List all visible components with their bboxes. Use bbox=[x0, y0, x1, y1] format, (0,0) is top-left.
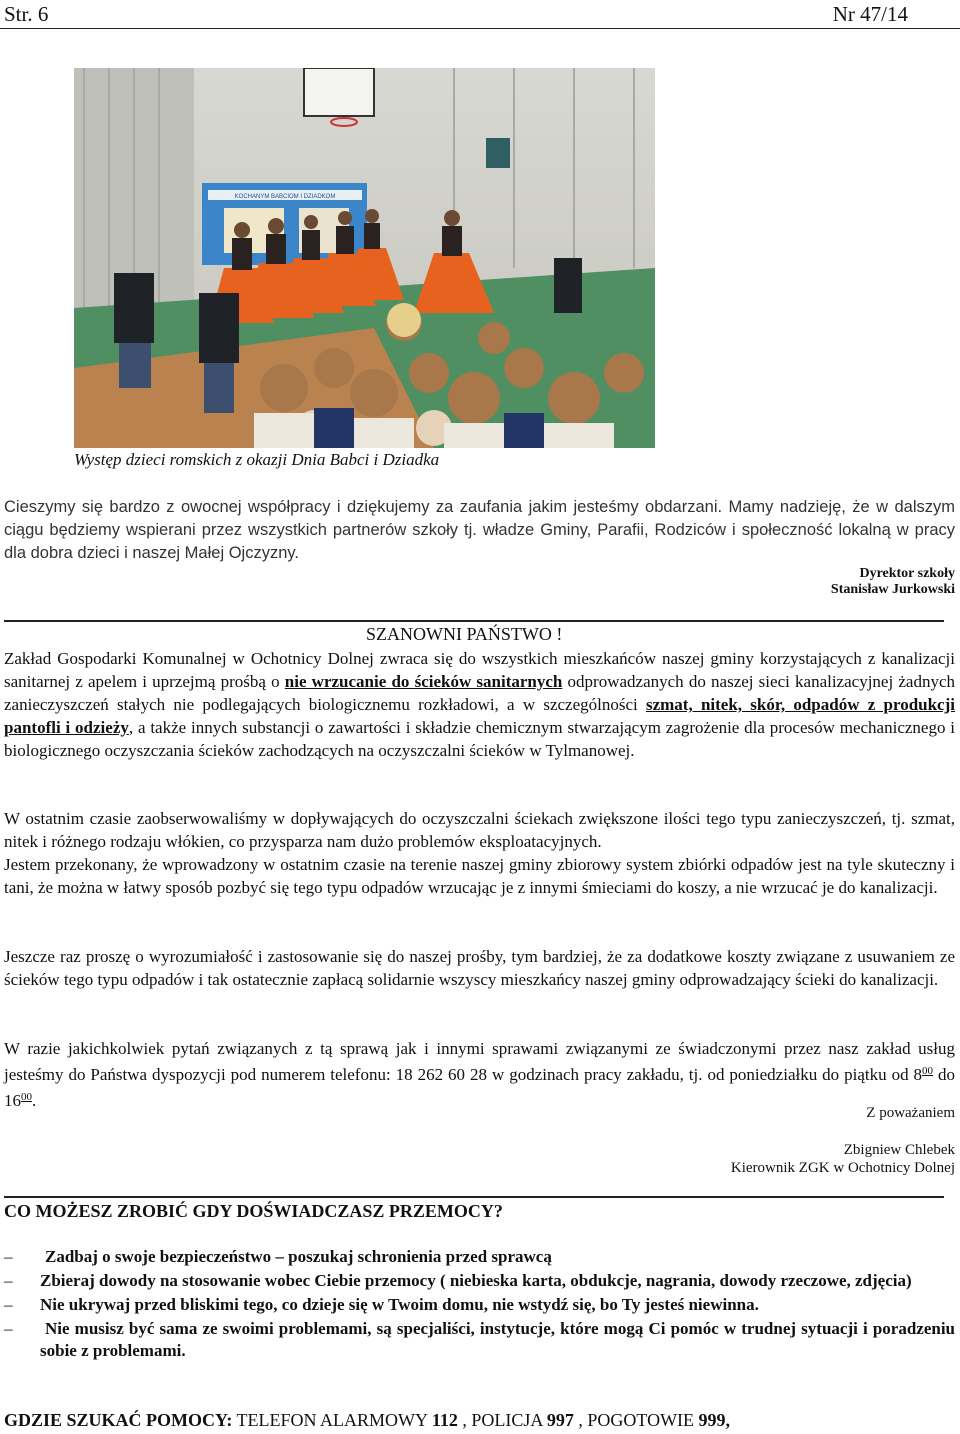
thanks-paragraph: Cieszymy się bardzo z owocnej współpracy i dziękujemy za zaufania jakim jesteśmy obdarzani. Mamy nadzieję, że w dalszym ciągu będziemy wspierani przez wszystkich partnerów szkoły tj. władze Gminy, Parafii, Rodziców i społeczność lokalną w pracy dla dobra dzieci i naszej Małej Ojczyzny. bbox=[4, 498, 955, 562]
photo-caption: Występ dzieci romskich z okazji Dnia Babci i Dziadka bbox=[74, 450, 440, 469]
event-photo bbox=[74, 68, 655, 448]
issue-number: Nr 47/14 bbox=[832, 2, 908, 26]
list-item: – Nie ukrywaj przed bliskimi tego, co dzieje się w Twoim domu, nie wstydź się, bo Ty jesteś niewinna. bbox=[4, 1295, 759, 1314]
closing: Z poważaniem bbox=[866, 1105, 955, 1121]
list-item: – Nie musisz być sama ze swoimi problemami, są specjaliści, instytucje, które mogą Ci pomóc w trudnej sytuacji i poradzeniu sobie z problemami. bbox=[4, 1319, 955, 1360]
section-divider bbox=[4, 620, 944, 622]
signer-name: Zbigniew Chlebek bbox=[843, 1142, 955, 1158]
notice-paragraph-5: W razie jakichkolwiek pytań związanych z tą sprawą jak i innymi sprawami związanymi ze świadczonymi przez nasz zakład usług jesteśmy do Państwa dyspozycji pod numerem telefonu: 18 262 60 28 w godzinach pracy zakładu, tj. od poniedziałku do piątku od $8^{00}$ do $16^{00}$. bbox=[4, 1039, 956, 1110]
school-signature bbox=[831, 566, 955, 598]
list-item: – Zbieraj dowody na stosowanie wobec Ciebie przemocy ( niebieska karta, obdukcje, nagrania, dowody rzeczowe, zdjęcia) bbox=[4, 1271, 912, 1290]
notice-title: SZANOWNI PAŃSTWO ! bbox=[366, 624, 563, 644]
notice-paragraph-1: Zakład Gospodarki Komunalnej w Ochotnicy Dolnej zwraca się do wszystkich mieszkańców naszej gminy korzystających z kanalizacji sanitarnej z apelem i uprzejmą prośbą o nie wrzucanie do ścieków sanitarnych odprowadzanych do naszej sieci kanalizacyjnej żadnych zanieczyszczeń stałych nie podlegających biologicznemu rozkładowi, a w szczególności szmat, nitek, skór, odpadów z produkcji pantofli i odzieży, a także innych substancji o zawartości i składzie chemicznym stwarzającym zagrożenie dla procesów mechanicznego i biologicznego oczyszczania ścieków zachodzących na oczyszczalni ścieków w Tylmanowej. bbox=[4, 649, 955, 760]
signature-name: Stanisław Jurkowski bbox=[830, 582, 955, 597]
notice-paragraph-4: Jeszcze raz proszę o wyrozumiałość i zastosowanie się do naszej prośby, tym bardziej, że za dodatkowe koszty związane z usuwaniem ze ścieków tego typu odpadów i tak ostatecznie zapłacą solidarnie wszyscy mieszkańcy naszej gminy odprowadzający ścieki do kanalizacji. bbox=[4, 947, 955, 989]
help-line: GDZIE SZUKAĆ POMOCY: TELEFON ALARMOWY 112 , POLICJA 997 , POGOTOWIE 999, bbox=[4, 1410, 731, 1430]
signature-role: Dyrektor szkoły bbox=[859, 566, 955, 581]
header-divider bbox=[0, 28, 960, 29]
violence-title: CO MOŻESZ ZROBIĆ GDY DOŚWIADCZASZ PRZEMOCY? bbox=[4, 1201, 503, 1221]
underline-phrase-2: szmat, nitek, skór, odpadów z produkcji pantofli i odzieży bbox=[4, 695, 955, 737]
page-header bbox=[0, 0, 960, 30]
page-number: Str. 6 bbox=[4, 2, 49, 26]
section-divider-2 bbox=[4, 1196, 944, 1198]
notice-paragraph-2: W ostatnim czasie zaobserwowaliśmy w dopływających do oczyszczalni ściekach zwiększone ilości tego typu zanieczyszczeń, tj. szmat, nitek i różnego rodzaju włókien, co przysparza nam dużo problemów eksploatacyjnych. bbox=[4, 809, 955, 851]
list-item: – Zadbaj o swoje bezpieczeństwo – poszukaj schronienia przed sprawcą bbox=[4, 1247, 552, 1266]
signer-role: Kierownik ZGK w Ochotnicy Dolnej bbox=[730, 1160, 955, 1176]
zgk-signature bbox=[731, 1141, 955, 1177]
notice-paragraph-3: Jestem przekonany, że wprowadzony w ostatnim czasie na terenie naszej gminy zbiorowy system zbiórki odpadów jest na tyle skuteczny i tani, że można w łatwy sposób pozbyć się tego typu odpadów wrzucając je z innymi śmieciami do koszy, a nie wrzucać je do kanalizacji. bbox=[4, 855, 955, 897]
violence-list bbox=[4, 1246, 955, 1364]
banner-text: KOCHANYM BABCIOM I DZIADKOM bbox=[234, 194, 336, 200]
underline-phrase-1: nie wrzucanie do ścieków sanitarnych bbox=[284, 672, 563, 691]
